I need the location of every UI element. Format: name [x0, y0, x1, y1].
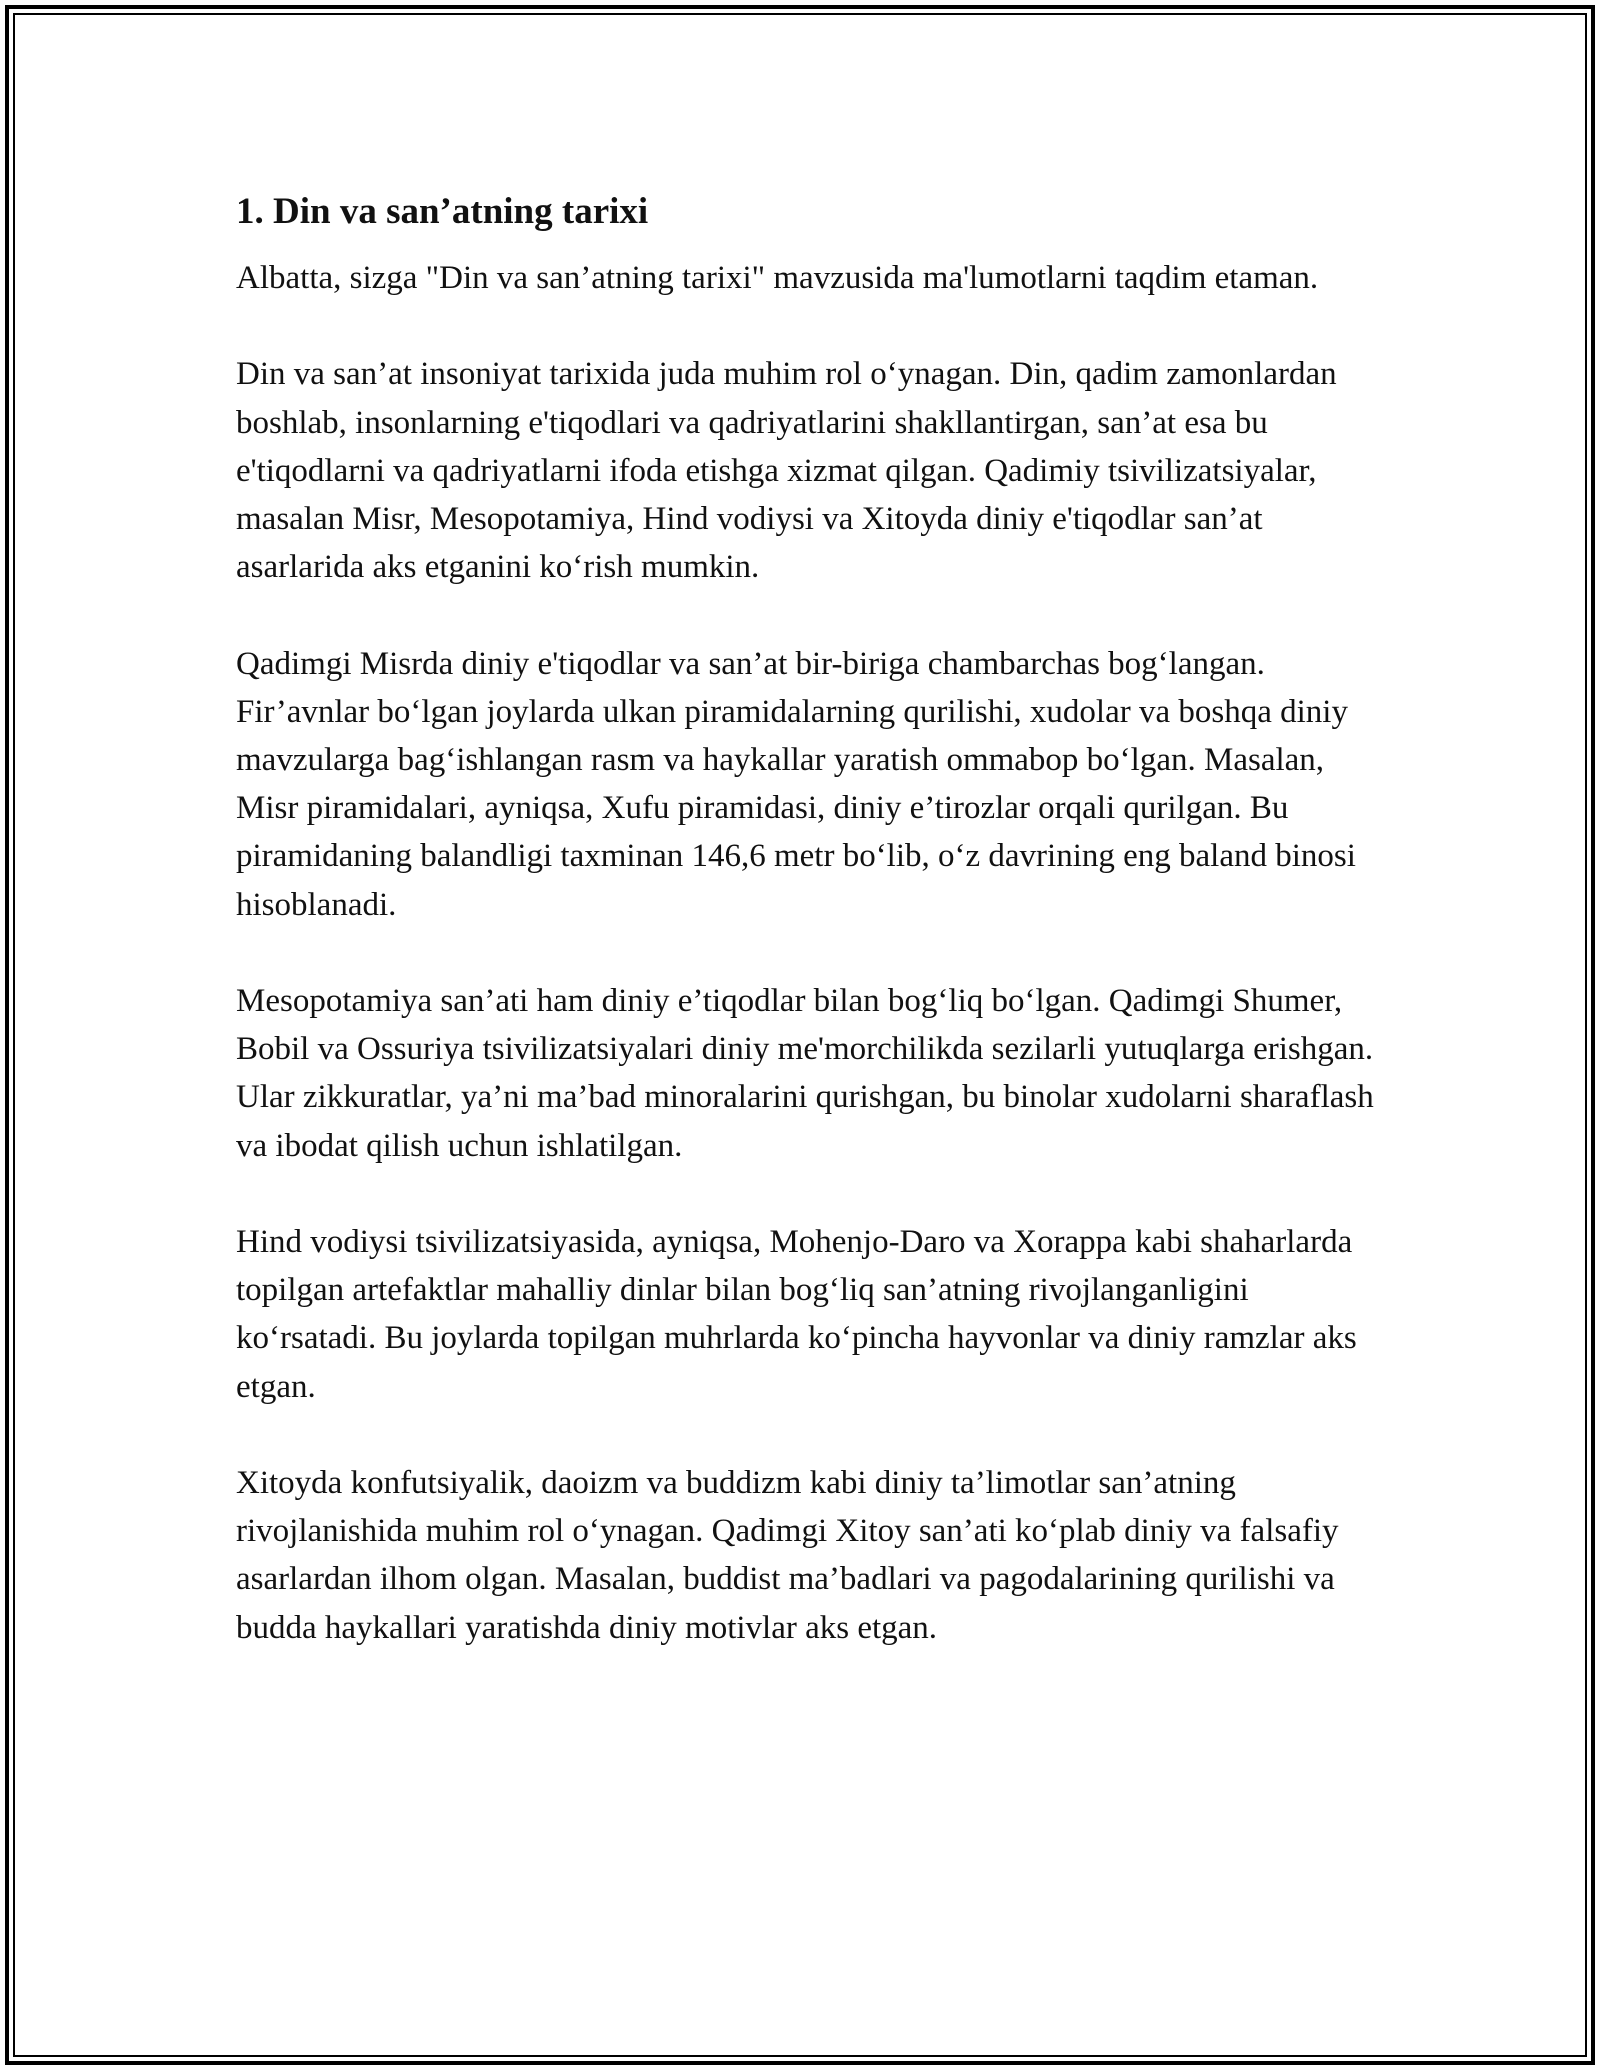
paragraph-mesopotamia: Mesopotamiya san’ati ham diniy e’tiqodlar bilan bog‘liq bo‘lgan. Qadimgi Shumer, Bobil va Ossuriya tsivilizatsiyalari diniy me'morchilikda sezilarli yutuqlarga erishgan. Ular zikkuratlar, ya’ni ma’bad minoralarini qurishgan, bu binolar xudolarni sharaflash va ibodat qilish uchun ishlatilgan. — [236, 983, 1374, 1164]
section-heading: 1. Din va san’atning tarixi — [236, 191, 649, 232]
paragraph-egypt: Qadimgi Misrda diniy e'tiqodlar va san’at bir-biriga chambarchas bog‘langan. Fir’avnlar bo‘lgan joylarda ulkan piramidalarning qurilishi, xudolar va boshqa diniy mavzularga bag‘ishlangan rasm va haykallar yaratish ommabop bo‘lgan. Masalan, Misr piramidalari, ayniqsa, Xufu piramidasi, diniy e’tirozlar orqali qurilgan. Bu piramidaning balandligi taxminan 146,6 metr bo‘lib, o‘z davrining eng baland binosi hisoblanadi. — [236, 645, 1356, 923]
paragraph-intro: Albatta, sizga "Din va san’atning tarixi" mavzusida ma'lumotlarni taqdim etaman. — [236, 260, 1319, 296]
paragraph-indus-valley: Hind vodiysi tsivilizatsiyasida, ayniqsa, Mohenjo-Daro va Xorappa kabi shaharlarda topilgan artefaktlar mahalliy dinlar bilan bog‘liq san’atning rivojlanganligini ko‘rsatadi. Bu joylarda topilgan muhrlarda ko‘pincha hayvonlar va diniy ramzlar aks etgan. — [236, 1224, 1357, 1405]
document-body — [236, 188, 1376, 1652]
paragraph-overview: Din va san’at insoniyat tarixida juda muhim rol o‘ynagan. Din, qadim zamonlardan boshlab, insonlarning e'tiqodlari va qadriyatlarini shakllantirgan, san’at esa bu e'tiqodlarni va qadriyatlarni ifoda etishga xizmat qilgan. Qadimiy tsivilizatsiyalar, masalan Misr, Mesopotamiya, Hind vodiysi va Xitoyda diniy e'tiqodlar san’at asarlarida aks etganini ko‘rish mumkin. — [236, 356, 1337, 586]
paragraph-china: Xitoyda konfutsiyalik, daoizm va buddizm kabi diniy ta’limotlar san’atning rivojlanishida muhim rol o‘ynagan. Qadimgi Xitoy san’ati ko‘plab diniy va falsafiy asarlardan ilhom olgan. Masalan, buddist ma’badlari va pagodalarining qurilishi va budda haykallari yaratishda diniy motivlar aks etgan. — [236, 1465, 1339, 1646]
